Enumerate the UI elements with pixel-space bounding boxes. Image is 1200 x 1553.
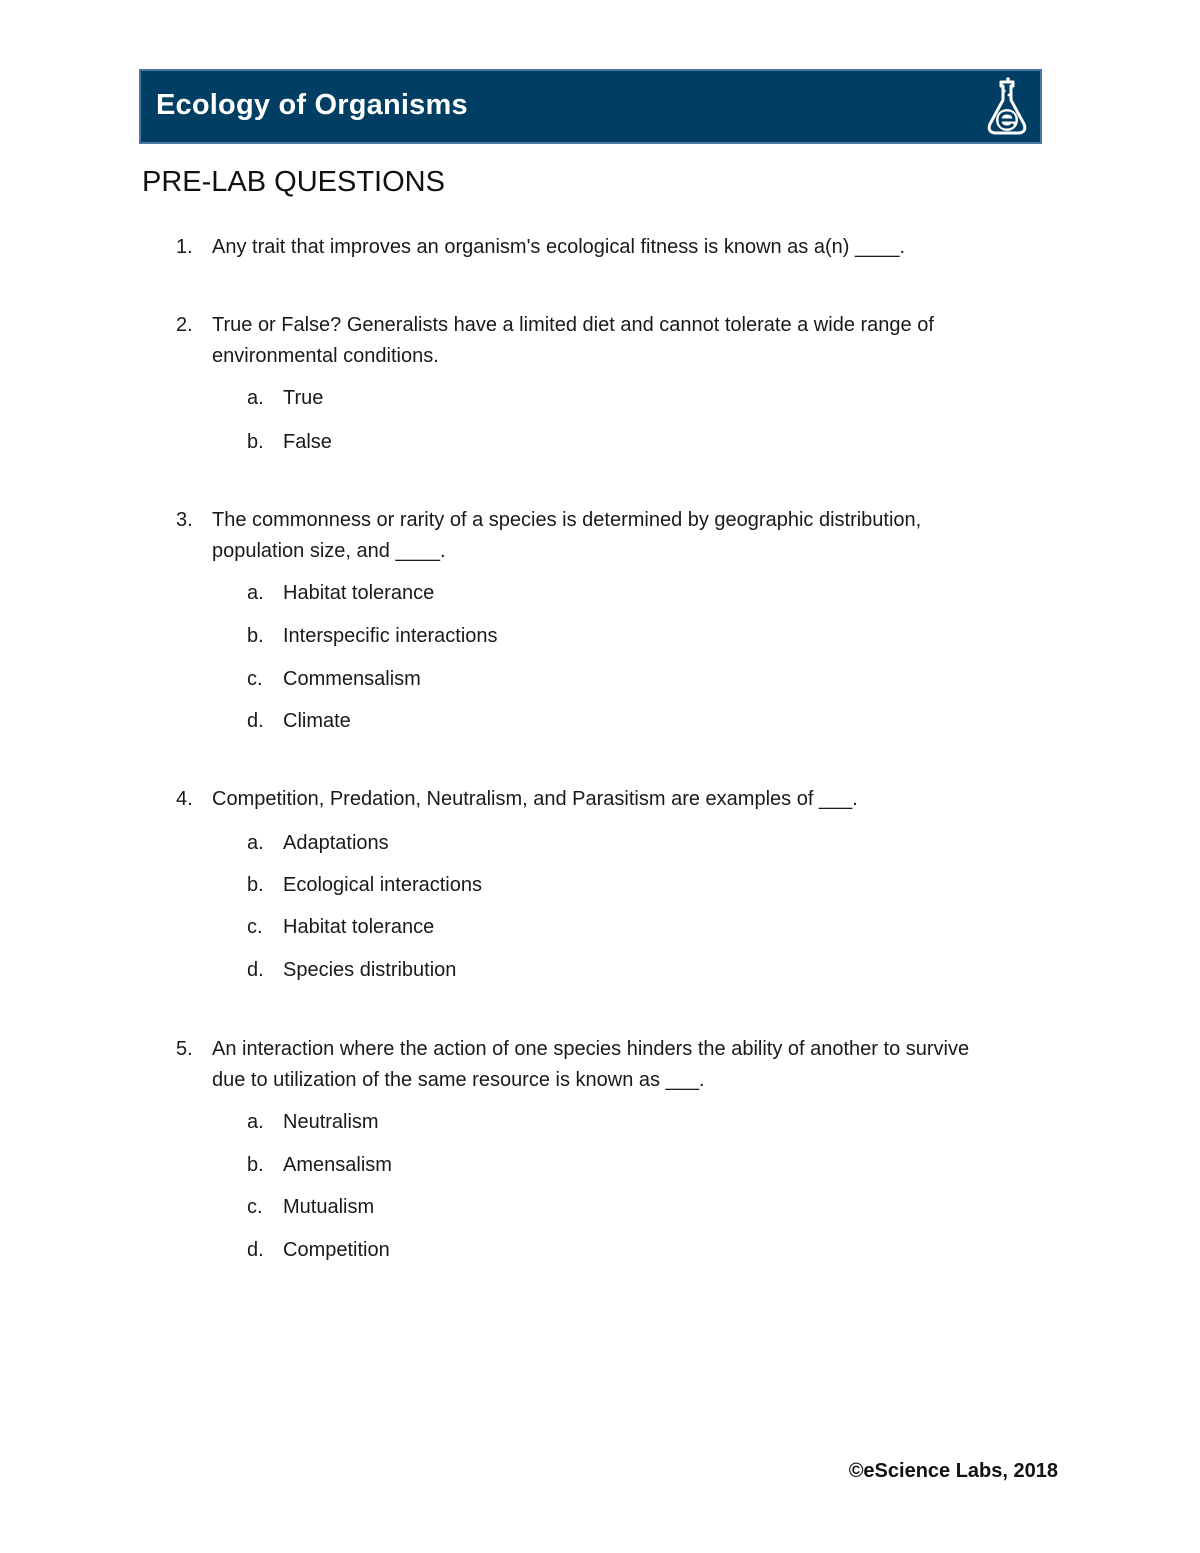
option-letter: d.: [247, 710, 264, 732]
option-text: Species distribution: [283, 959, 457, 981]
option-letter: a.: [247, 582, 264, 604]
option-letter: b.: [247, 625, 264, 647]
header-banner: [139, 69, 1042, 144]
option-text: True: [283, 387, 324, 409]
option-letter: a.: [247, 832, 264, 854]
option-letter: a.: [247, 387, 264, 409]
question-number: 5.: [176, 1038, 193, 1060]
question-text: environmental conditions.: [212, 345, 439, 367]
option-letter: b.: [247, 431, 264, 453]
option-text: Mutualism: [283, 1196, 375, 1218]
option-letter: c.: [247, 916, 263, 938]
option-text: Neutralism: [283, 1111, 379, 1133]
question-text: Any trait that improves an organism's ecological fitness is known as a(n) ____.: [212, 236, 906, 258]
flask-e-logo-icon: [982, 76, 1032, 138]
option-letter: b.: [247, 874, 264, 896]
page-title: Ecology of Organisms: [156, 89, 468, 121]
option-text: Competition: [283, 1239, 390, 1261]
option-text: Adaptations: [283, 832, 389, 854]
option-text: Habitat tolerance: [283, 916, 435, 938]
option-text: Habitat tolerance: [283, 582, 435, 604]
option-letter: a.: [247, 1111, 264, 1133]
question-number: 2.: [176, 314, 193, 336]
option-letter: c.: [247, 668, 263, 690]
question-number: 4.: [176, 788, 193, 810]
option-text: Climate: [283, 710, 351, 732]
question-text: An interaction where the action of one species hinders the ability of another to survive: [212, 1038, 970, 1060]
option-letter: c.: [247, 1196, 263, 1218]
option-text: Ecological interactions: [283, 874, 482, 896]
option-letter: b.: [247, 1154, 264, 1176]
option-text: Commensalism: [283, 668, 421, 690]
question-text: Competition, Predation, Neutralism, and Parasitism are examples of ___.: [212, 788, 858, 810]
question-text: population size, and ____.: [212, 540, 446, 562]
footer-copyright: ©eScience Labs, 2018: [848, 1460, 1058, 1482]
option-text: Amensalism: [283, 1154, 392, 1176]
option-letter: d.: [247, 1239, 264, 1261]
question-number: 1.: [176, 236, 193, 258]
option-text: Interspecific interactions: [283, 625, 498, 647]
question-text: due to utilization of the same resource is known as ___.: [212, 1069, 705, 1091]
question-text: The commonness or rarity of a species is determined by geographic distribution,: [212, 509, 922, 531]
section-heading: PRE-LAB QUESTIONS: [142, 166, 445, 198]
question-text: True or False? Generalists have a limited diet and cannot tolerate a wide range of: [212, 314, 934, 336]
option-text: False: [283, 431, 332, 453]
option-letter: d.: [247, 959, 264, 981]
question-number: 3.: [176, 509, 193, 531]
